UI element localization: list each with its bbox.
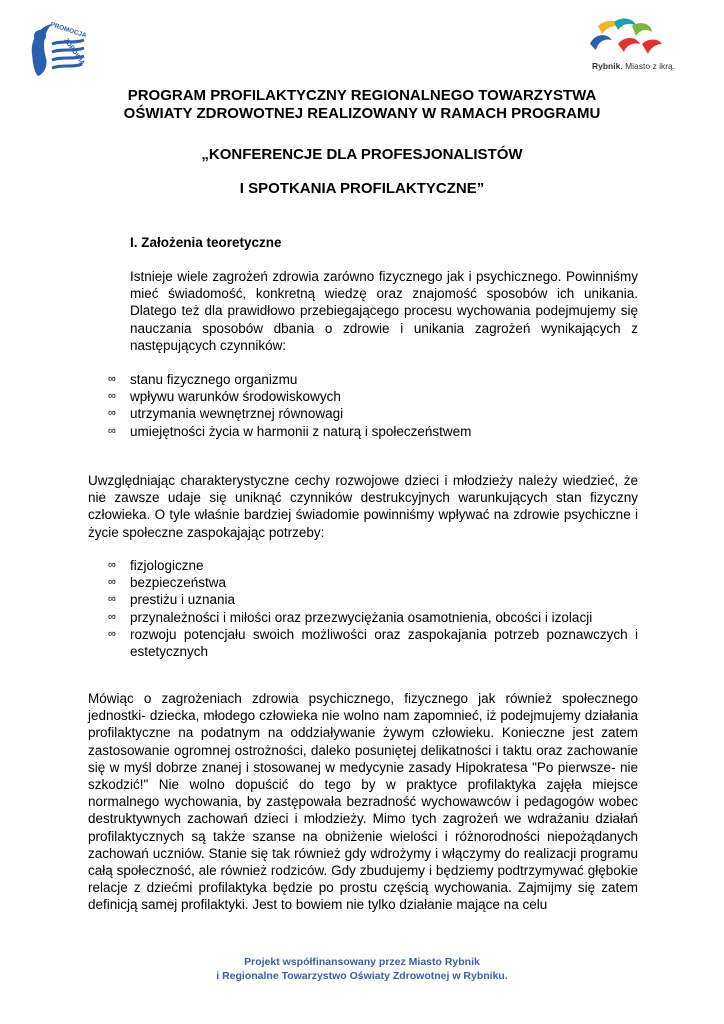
bullet-icon: ∞ xyxy=(108,627,116,640)
subtitle-line-1: „KONFERENCJE DLA PROFESJONALISTÓW xyxy=(201,146,523,163)
title-line-1: PROGRAM PROFILAKTYCZNY REGIONALNEGO TOWARZYSTWA xyxy=(127,87,597,104)
bullet-icon: ∞ xyxy=(108,559,116,571)
paragraph-2: Uwzględniając charakterystyczne cechy rozwojowe dzieci i młodzieży należy wiedzieć, że nie zawsze udaje się uniknąć czynników destrukcyjnych warunkujących stan fizyczny człowieka. O tyle właśnie bardziej świadomie powinniśmy wpływać na zdrowie psychiczne i życie społeczne zaspokajając potrzeby: xyxy=(88,473,638,540)
promocja-zdrowia-emblem xyxy=(22,14,88,80)
list-item: ∞ rozwoju potencjału swoich możliwości oraz zaspokajania potrzeb poznawczych i estetycznych xyxy=(108,626,638,660)
paragraph-3: Mówiąc o zagrożeniach zdrowia psychicznego, fizycznego jak również społecznego jednostki- dziecka, młodego człowieka nie wolno nam zapomnieć, iż podejmujemy działania profilaktyczne na podatnym na oddziaływanie żywym człowieku. Konieczne jest zatem zastosowanie ogromnej ostrożności, daleko posuniętej delikatności i taktu oraz zachowanie się w myśl dobrze znanej i stosowanej w medycynie zasady Hipokratesa "Po pierwsze- nie szkodzić!" Nie wolno dopuścić do tego by w praktyce profilaktyka zajęła miejsce normalnego wychowania, by zastępowała bezradność wychowawców i pedagogów wobec destruktywnych zachowań dzieci i młodzieży. Mimo tych zagrożeń we wdrażaniu działań profilaktycznych są także szanse na obniżenie wielości i różnorodności niepożądanych zachowań uczniów. Stanie się tak również gdy wdrożymy i włączymy do realizacji programu całą społeczność, ale również rodziców. Gdy zbudujemy i będziemy podtrzymywać głębokie relacje z dziećmi profilaktyka będzie po prostu częścią wychowania. Zajmijmy się zatem definicją samej profilaktyki. Jest to bowiem nie tylko działanie mające na celu xyxy=(88,691,638,913)
bullet-icon: ∞ xyxy=(108,576,116,589)
bullet-icon: ∞ xyxy=(108,610,116,623)
rybnik-fish-emblem xyxy=(584,14,672,60)
bullet-icon: ∞ xyxy=(108,593,116,606)
list-item: ∞ przynależności i miłości oraz przezwyciężania osamotnienia, obcości i izolacji xyxy=(108,609,593,625)
section-heading: I. Założenia teoretyczne xyxy=(130,235,282,250)
document-title xyxy=(60,87,664,123)
promocja-zdrowia-logo xyxy=(22,14,88,80)
list-item: ∞ utrzymania wewnętrznej równowagi xyxy=(108,406,344,422)
list-item: ∞ umiejętności życia w harmonii z naturą i społeczeństwem xyxy=(108,423,472,439)
list-item: ∞ wpływu warunków środowiskowych xyxy=(108,389,341,405)
bullet-icon: ∞ xyxy=(108,373,116,385)
needs-list xyxy=(108,557,638,660)
footer-line-1: Projekt współfinansowany przez Miasto Rybnik xyxy=(244,956,480,968)
list-item: ∞ prestiżu i uznania xyxy=(108,592,236,608)
bullet-icon: ∞ xyxy=(108,407,116,420)
subtitle-line-2: I SPOTKANIA PROFILAKTYCZNE” xyxy=(239,180,485,197)
rybnik-tagline: Rybnik. Miasto z ikrą. xyxy=(592,61,676,71)
list-item: ∞ stanu fizycznego organizmu xyxy=(108,372,298,387)
bullet-icon: ∞ xyxy=(108,424,116,437)
paragraph-1: Istnieje wiele zagrożeń zdrowia zarówno fizycznego jak i psychicznego. Powinniśmy mieć świadomość, konkretną wiedzę oraz znajomość sposobów ich unikania. Dlatego też dla prawidłowo przebiegającego procesu wychowania podejmujemy się nauczania sposobów dbania o zdrowie i unikania zagrożeń wynikających z następujących czynników: xyxy=(130,269,638,353)
factors-list xyxy=(108,371,508,440)
footer-line-2: i Regionalne Towarzystwo Oświaty Zdrowotnej w Rybniku. xyxy=(216,970,508,982)
list-item: ∞ fizjologiczne xyxy=(108,558,204,573)
list-item: ∞ bezpieczeństwa xyxy=(108,575,227,591)
rybnik-logo xyxy=(584,14,676,76)
svg-text:ZDROWIA: ZDROWIA xyxy=(62,37,86,67)
svg-text:PROMOCJA: PROMOCJA xyxy=(49,21,88,40)
bullet-icon: ∞ xyxy=(108,390,116,403)
title-line-2: OŚWIATY ZDROWOTNEJ REALIZOWANY W RAMACH PROGRAMU xyxy=(123,105,601,122)
